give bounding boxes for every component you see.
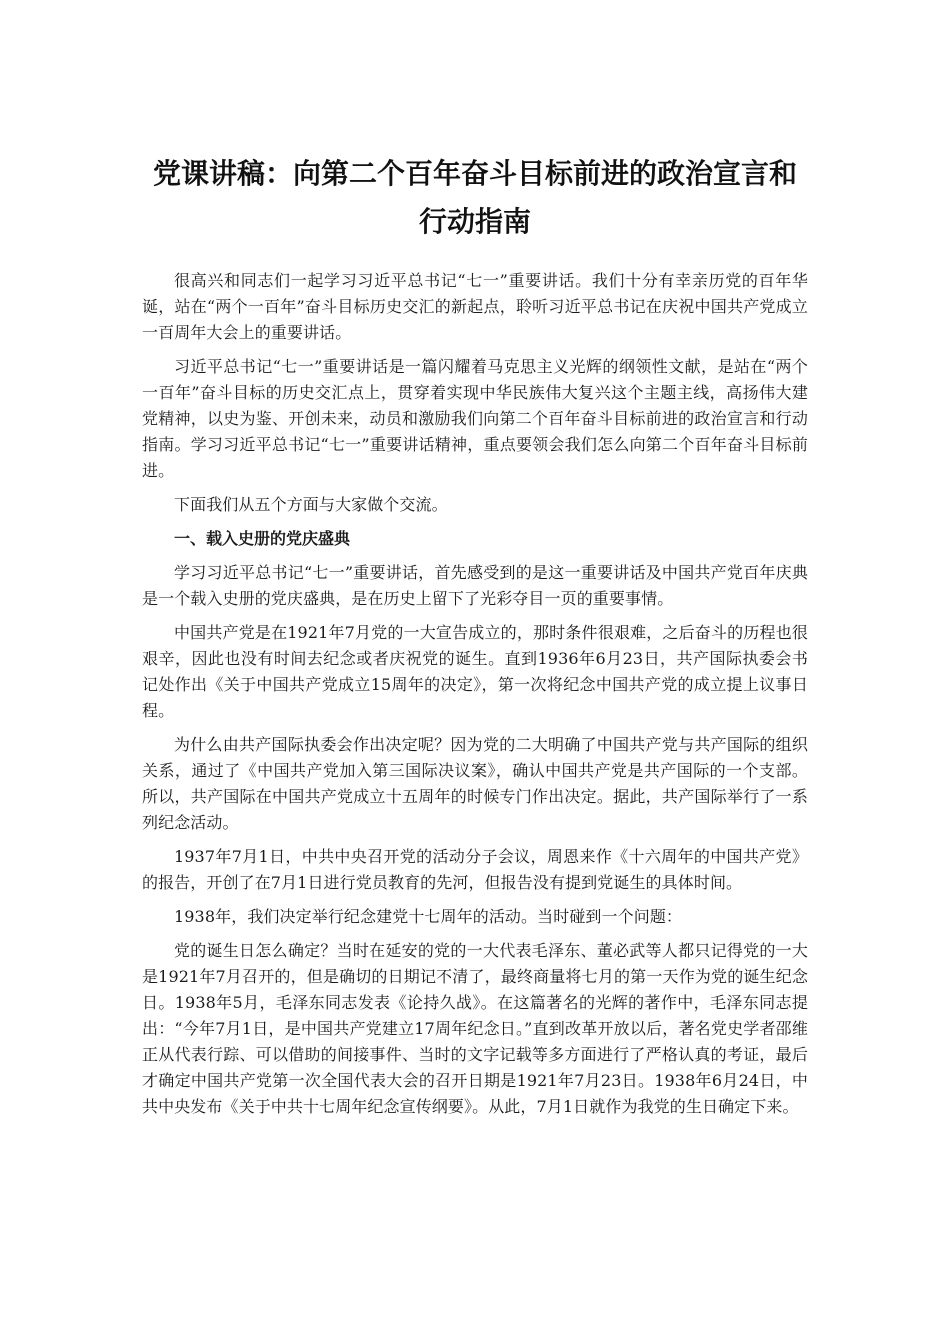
section-heading: 一、载入史册的党庆盛典 xyxy=(174,529,351,548)
paragraph-speech-significance: 习近平总书记“七一”重要讲话是一篇闪耀着马克思主义光辉的纲领性文献，是站在“两个一百年”奋斗目标的历史交汇点上，贯穿着实现中华民族伟大复兴这个主题主线，高扬伟大建党精神，以史为鉴、开创未来，动员和激励我们向第二个百年奋斗目标前进的政治宣言和行动指南。学习习近平总书记“七一”重要讲话精神，重点要领会我们怎么向第二个百年奋斗目标前进。 xyxy=(142,357,808,480)
paragraph-outline: 下面我们从五个方面与大家做个交流。 xyxy=(174,495,448,514)
paragraph-section-6: 党的诞生日怎么确定？当时在延安的党的一大代表毛泽东、董必武等人都只记得党的一大是1921年7月召开的，但是确切的日期记不清了，最终商量将七月的第一天作为党的诞生纪念日。1938年5月，毛泽东同志发表《论持久战》。在这篇著名的光辉的著作中，毛泽东同志提出：“今年7月1日，是中国共产党建立17周年纪念日。”直到改革开放以后，著名党史学者邵维正从代表行踪、可以借助的间接事件、当时的文字记载等多方面进行了严格认真的考证，最后才确定中国共产党第一次全国代表大会的召开日期是1921年7月23日。1938年6月24日，中共中央发布《关于中共十七周年纪念宣传纲要》。从此，7月1日就作为我党的生日确定下来。 xyxy=(142,941,808,1116)
paragraph-section-4: 1937年7月1日，中共中央召开党的活动分子会议，周恩来作《十六周年的中国共产党》的报告，开创了在7月1日进行党员教育的先河，但报告没有提到党诞生的具体时间。 xyxy=(142,847,808,892)
paragraph-section-2: 中国共产党是在1921年7月党的一大宣告成立的，那时条件很艰难，之后奋斗的历程也很艰辛，因此也没有时间去纪念或者庆祝党的诞生。直到1936年6月23日，共产国际执委会书记处作出《关于中国共产党成立15周年的决定》，第一次将纪念中国共产党的成立提上议事日程。 xyxy=(142,623,808,720)
document-title: 党课讲稿：向第二个百年奋斗目标前进的政治宣言和行动指南 xyxy=(152,157,797,238)
paragraph-section-5: 1938年，我们决定举行纪念建党十七周年的活动。当时碰到一个问题： xyxy=(174,907,683,926)
paragraph-section-1: 学习习近平总书记“七一”重要讲话，首先感受到的是这一重要讲话及中国共产党百年庆典是一个载入史册的党庆盛典，是在历史上留下了光彩夺目一页的重要事情。 xyxy=(142,563,808,608)
document-page xyxy=(142,150,808,1128)
paragraph-section-3: 为什么由共产国际执委会作出决定呢？因为党的二大明确了中国共产党与共产国际的组织关系，通过了《中国共产党加入第三国际决议案》，确认中国共产党是共产国际的一个支部。所以，共产国际在中国共产党成立十五周年的时候专门作出决定。据此，共产国际举行了一系列纪念活动。 xyxy=(142,735,808,832)
paragraph-intro: 很高兴和同志们一起学习习近平总书记“七一”重要讲话。我们十分有幸亲历党的百年华诞，站在“两个一百年”奋斗目标历史交汇的新起点，聆听习近平总书记在庆祝中国共产党成立一百周年大会上的重要讲话。 xyxy=(142,271,808,342)
